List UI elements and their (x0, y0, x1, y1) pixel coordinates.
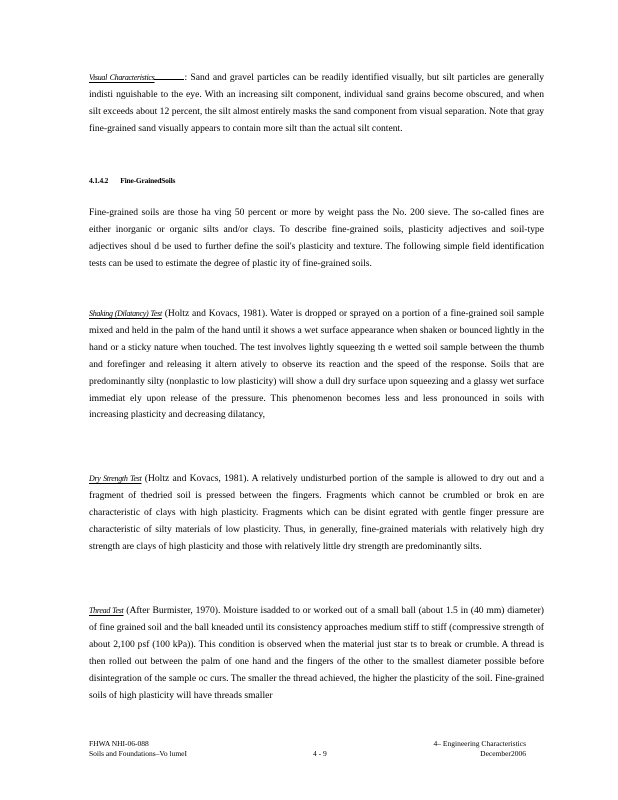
fine-grained-paragraph (89, 205, 544, 273)
thread-test-paragraph (89, 603, 544, 704)
footer-publication-id: FHWA NHI-06-088 (89, 739, 149, 748)
visual-characteristics-body: : Sand and gravel particles can be readily identified visually, but silt particles are generally indisti nguishable to the eye. With an increasing silt component, individual sand grains become obscured, and when silt exceeds about 12 percent, the silt almost entirely masks the sand component from visual separation. Note that gray fine-grained sand visually appears to contain more silt than the actual silt content. (89, 72, 544, 134)
fine-grained-body: Fine-grained soils are those ha ving 50 percent or more by weight pass the No. 200 sieve. The so-called fines are either inorganic or organic silts and/or clays. To describe fine-grained soils, plasticity adjectives and soil-type adjectives shoul d be used to further define the soil's plasticity and texture. The following simple field identification tests can be used to estimate the degree of plastic ity of fine-grained soils. (89, 207, 544, 269)
footer-right (418, 739, 526, 759)
footer-volume-title: Soils and Foundations–Vo lumeI (89, 749, 187, 758)
dry-strength-paragraph (89, 471, 544, 556)
thread-test-lead: Thread Test (89, 606, 124, 615)
shaking-test-body: (Holtz and Kovacs, 1981). Water is dropped or sprayed on a portion of a fine-grained soil sample mixed and held in the palm of the hand until it shows a wet surface appearance when shaken or bounced lightly in the hand or a sticky nature when touched. The test involves lightly squeezing th e wetted soil sample between the thumb and forefinger and releasing it altern atively to observe its reaction and the speed of the response. Soils that are predominantly silty (nonplastic to low plasticity) will show a dull dry surface upon squeezing and a glassy wet surface immediat ely upon release of the pressure. This phenomenon becomes less and less pronounced in soils with increasing plasticity and decreasing dilatancy, (89, 308, 544, 421)
page-number-text: 4 - 9 (313, 749, 327, 758)
shaking-test-lead: Shaking (Dilatancy) Test (89, 309, 162, 318)
lead-underline (154, 72, 184, 80)
section-title: Fine-GrainedSoils (120, 176, 176, 185)
footer-chapter-title: 4– Engineering Characteristics (433, 739, 526, 748)
dry-strength-body: (Holtz and Kovacs, 1981). A relatively undisturbed portion of the sample is allowed to dry out and a fragment of thedried soil is pressed between the fingers. Fragments which cannot be crumbled or brok en are characteristic of clays with high plasticity. Fragments which can be disint egrated with gentle finger pressure are characteristic of silty materials of low plasticity. Thus, in generally, fine-grained materials with relatively high dry strength are clays of high plasticity and those with relatively little dry strength are predominantly silts. (89, 473, 544, 552)
thread-test-body: (After Burmister, 1970). Moisture isadded to or worked out of a small ball (about 1.5 in (40 mm) diameter) of fine grained soil and the ball kneaded until its consistency approaches medium stiff to stiff (compressive strength of about 2,100 psf (100 kPa)). This condition is observed when the material just star ts to break or crumble. A thread is then rolled out between the palm of one hand and the fingers of the other to the smallest diameter possible before disintegration of the sample oc curs. The smaller the thread achieved, the higher the plasticity of the soil. Fine-grained soils of high plasticity will have threads smaller (89, 605, 544, 701)
dry-strength-lead: Dry Strength Test (89, 474, 142, 483)
shaking-test-paragraph (89, 306, 544, 424)
footer-left (89, 739, 187, 759)
footer-date: December2006 (480, 749, 526, 758)
visual-characteristics-paragraph (89, 70, 544, 138)
section-heading (89, 176, 175, 185)
footer-page-number (313, 749, 327, 759)
visual-characteristics-lead: Visual Characteristics (89, 73, 155, 82)
section-number: 4.1.4.2 (89, 176, 109, 185)
